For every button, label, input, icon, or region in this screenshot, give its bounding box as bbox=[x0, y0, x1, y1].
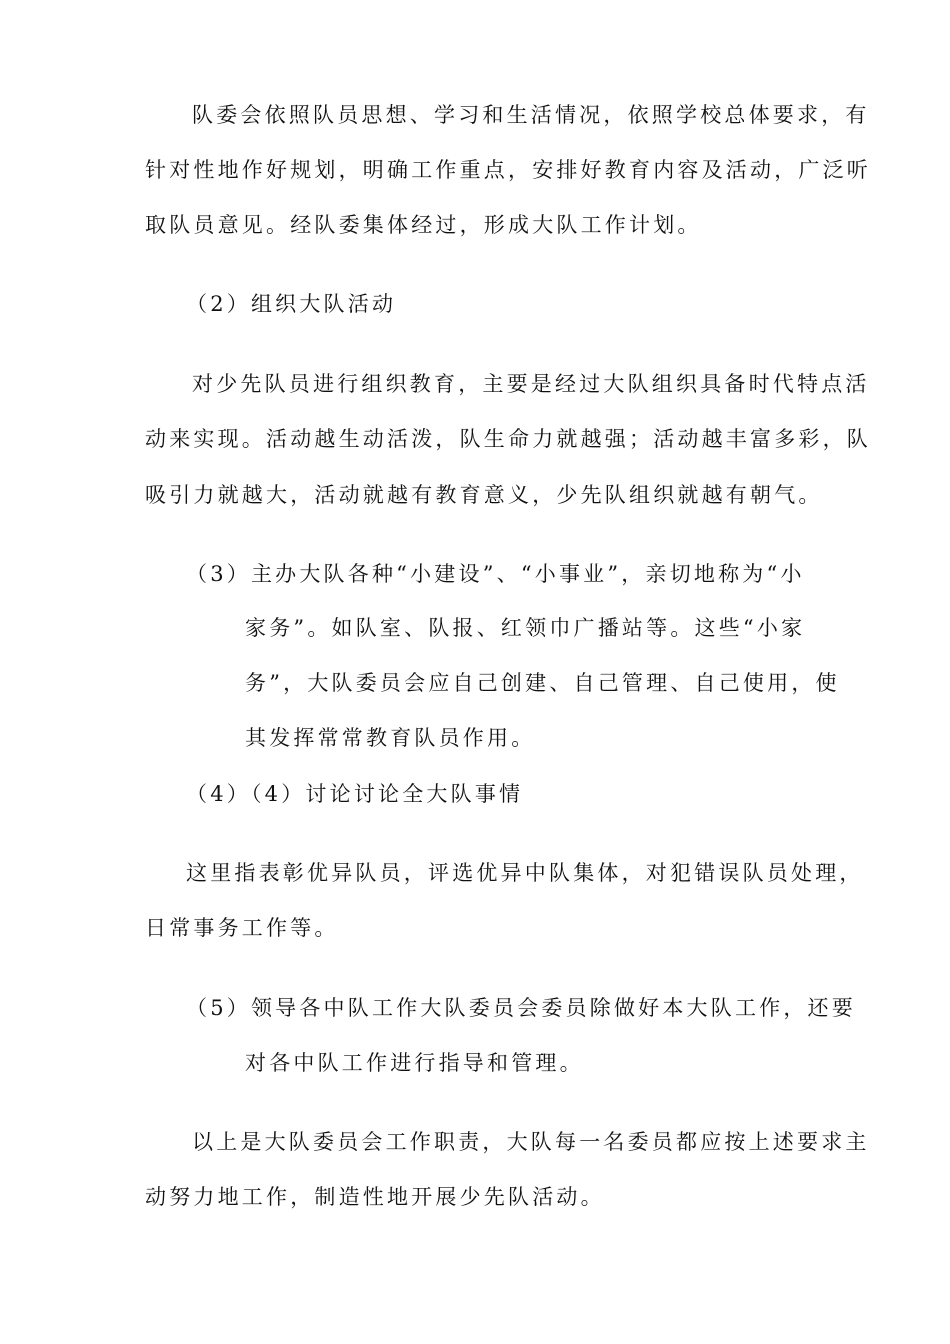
text-line: 对各中队工作进行指导和管理。 bbox=[245, 1051, 584, 1075]
text-line: 日常事务工作等。 bbox=[145, 916, 339, 940]
text-line: （5）领导各中队工作大队委员会委员除做好本大队工作，还要 bbox=[186, 996, 856, 1020]
text-line: 这里指表彰优异队员，评选优异中队集体，对犯错误队员处理， bbox=[186, 861, 864, 885]
text-line: 吸引力就越大，活动就越有教育意义，少先队组织就越有朝气。 bbox=[145, 483, 823, 507]
text-line: 其发挥常常教育队员作用。 bbox=[245, 726, 536, 750]
text-line: 以上是大队委员会工作职责，大队每一名委员都应按上述要求主 bbox=[192, 1130, 870, 1154]
text-line: 务”，大队委员会应自己创建、自己管理、自己使用，使 bbox=[245, 671, 840, 695]
text-line: （2）组织大队活动 bbox=[186, 292, 397, 316]
text-line: （4）（4）讨论讨论全大队事情 bbox=[186, 782, 524, 806]
text-line: 取队员意见。经队委集体经过，形成大队工作计划。 bbox=[145, 213, 702, 237]
text-line: 对少先队员进行组织教育，主要是经过大队组织具备时代特点活 bbox=[192, 372, 870, 396]
text-line: 动来实现。活动越生动活泼，队生命力就越强；活动越丰富多彩，队 bbox=[145, 427, 871, 451]
text-line: 针对性地作好规划，明确工作重点，安排好教育内容及活动，广泛听 bbox=[145, 158, 871, 182]
text-line: 队委会依照队员思想、学习和生活情况，依照学校总体要求，有 bbox=[192, 103, 870, 127]
text-line: （3）主办大队各种“小建设”、“小事业”，亲切地称为“小 bbox=[186, 562, 805, 586]
text-line: 动努力地工作，制造性地开展少先队活动。 bbox=[145, 1185, 605, 1209]
text-line: 家务”。如队室、队报、红领巾广播站等。这些“小家 bbox=[245, 616, 806, 640]
